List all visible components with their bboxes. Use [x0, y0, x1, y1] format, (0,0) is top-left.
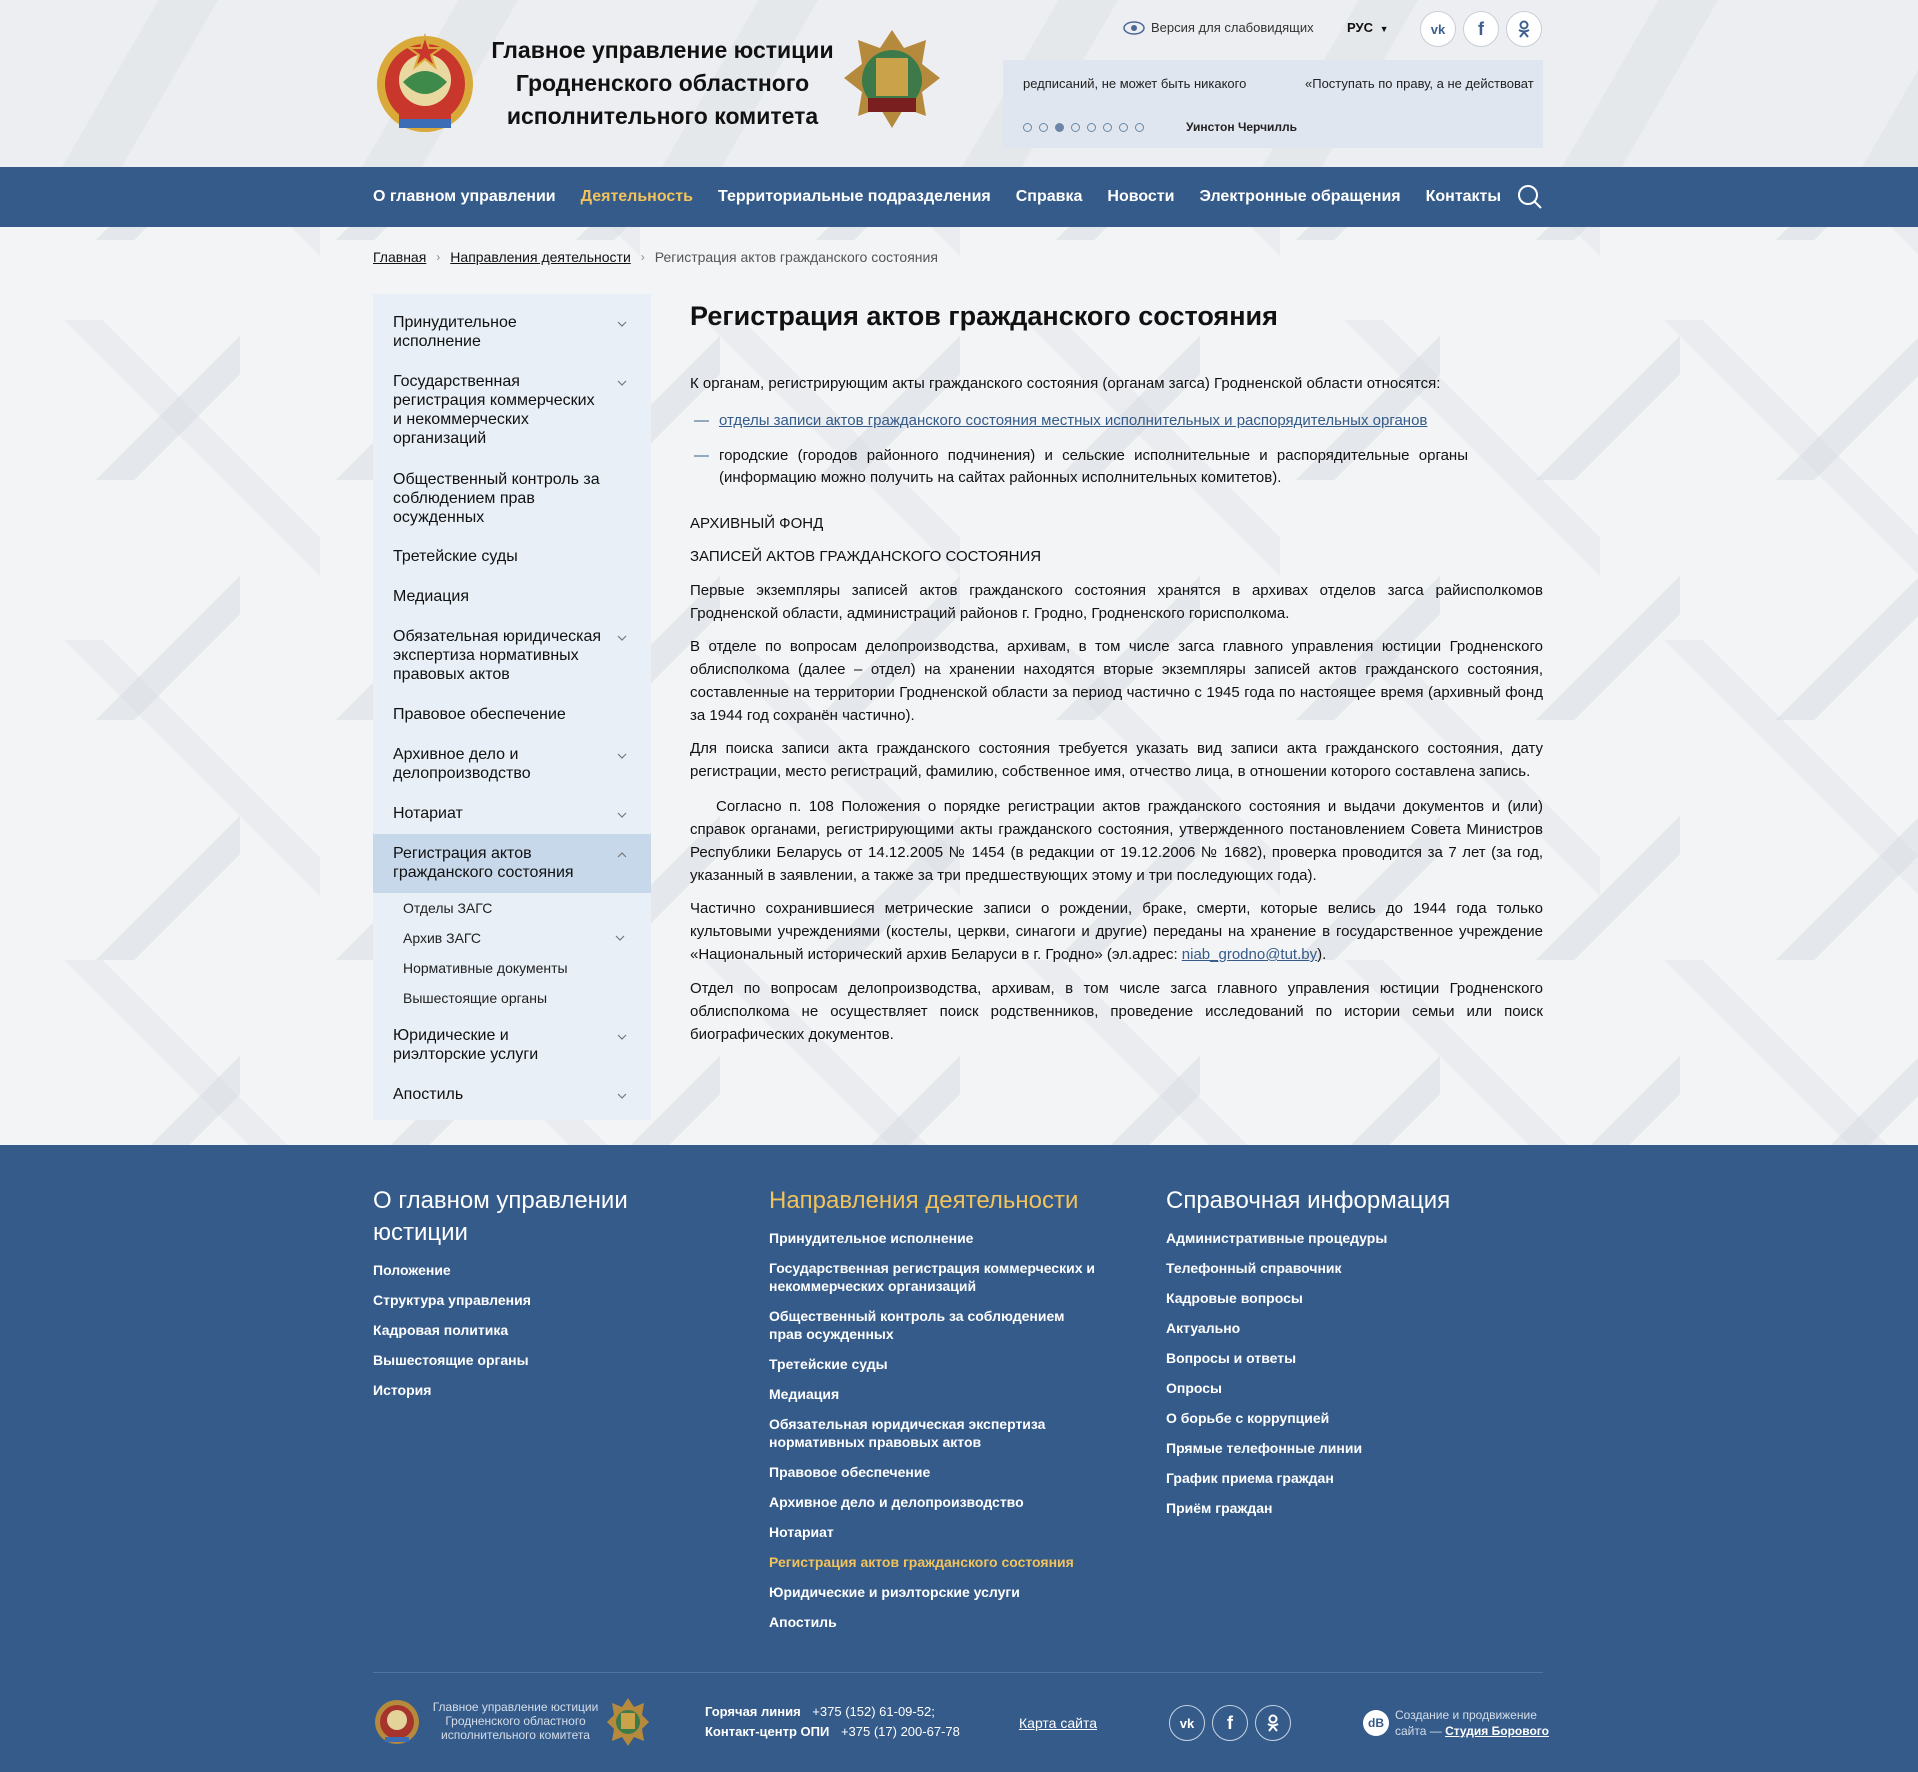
slider-dot[interactable] — [1039, 123, 1048, 132]
ok-button[interactable] — [1506, 11, 1542, 47]
site-title-line: Главное управление юстиции — [491, 37, 834, 63]
contact-center-label: Контакт-центр ОПИ — [705, 1724, 830, 1739]
footer-link[interactable]: Третейские суды — [769, 1356, 888, 1372]
slider-dot[interactable] — [1023, 123, 1032, 132]
breadcrumb-home[interactable]: Главная — [373, 249, 427, 265]
dash-icon: — — [694, 412, 709, 429]
paragraph-text: Частично сохранившиеся метрические записи о рождении, браке, смерти, которые велись до 1944 года только культовыми учреждениями (костелы, церкви, синагоги и другие) переданы на хранение в государственное учреждение «Национальный исторический архив Беларуси в г. Гродно» (эл.адрес: — [690, 900, 1543, 963]
page-title: Регистрация актов гражданского состояния — [690, 301, 1278, 331]
footer-col-title: Направления деятельности — [769, 1187, 1079, 1214]
sidebar-item-public-control[interactable] — [373, 470, 651, 527]
quote-text: «Поступать по праву, а не действоват — [1305, 76, 1534, 91]
sidebar-subitem-superior[interactable]: Вышестоящие органы — [403, 990, 548, 1006]
caret-down-icon: ▼ — [1379, 24, 1389, 34]
sidebar-item-mediation[interactable] — [373, 587, 651, 606]
sidebar-subitem-label: Архив ЗАГС — [403, 930, 481, 946]
footer-link[interactable]: Обязательная юридическая экспертиза нормативных правовых актов — [769, 1416, 1046, 1450]
list-item-text: городские (городов районного подчинения) и сельские исполнительные и распорядительные органы (информацию можно получить на сайтах районных исполнительных комитетов). — [719, 447, 1468, 486]
site-header — [0, 0, 1918, 167]
footer-link[interactable]: Правовое обеспечение — [769, 1464, 931, 1480]
footer-link[interactable]: Телефонный справочник — [1166, 1260, 1342, 1276]
ok-icon — [1517, 20, 1531, 38]
sidebar-item-legal-support[interactable] — [373, 705, 651, 724]
paragraph: Для поиска записи акта гражданского состояния требуется указать вид записи акта гражданского состояния, дату регистрации, место регистраций, фамилию, собственное имя, отчество лица, в отношении которого составлена запись. — [690, 740, 1543, 780]
sidebar-item-legal-realtor[interactable] — [373, 1026, 651, 1064]
paragraph-text: ). — [1317, 946, 1327, 963]
chevron-down-icon[interactable] — [617, 319, 627, 329]
paragraph — [690, 897, 1543, 966]
site-title-line: исполнительного комитета — [506, 103, 819, 129]
main-content — [690, 294, 1543, 1043]
chevron-down-icon[interactable] — [615, 933, 625, 943]
chevron-down-icon[interactable] — [617, 378, 627, 388]
dash-icon: — — [694, 447, 709, 464]
footer-link[interactable]: Архивное дело и делопроизводство — [769, 1494, 1024, 1510]
section-heading: ЗАПИСЕЙ АКТОВ ГРАЖДАНСКОГО СОСТОЯНИЯ — [690, 548, 1042, 565]
hotline-label: Горячая линия — [705, 1704, 801, 1719]
quote-text: редписаний, не может быть никакого — [1023, 76, 1247, 91]
footer-col-title-line: юстиции — [373, 1219, 468, 1246]
chevron-down-icon[interactable] — [617, 1032, 627, 1042]
email-link[interactable]: niab_grodno@tut.by — [1181, 946, 1318, 963]
sidebar-subitem-zags[interactable]: Отделы ЗАГС — [403, 900, 493, 916]
footer-org-line: Главное управление юстиции — [432, 1700, 599, 1714]
footer-link[interactable]: История — [373, 1382, 432, 1398]
slider-dot[interactable] — [1119, 123, 1128, 132]
facebook-icon: f — [1227, 1712, 1233, 1733]
low-vision-label: Версия для слабовидящих — [1151, 20, 1314, 35]
sidebar-item-label: Медиация — [393, 588, 469, 605]
footer-link[interactable]: Юридические и риэлторские услуги — [769, 1584, 1020, 1600]
sidebar-item-registration-org[interactable] — [373, 372, 651, 448]
chevron-down-icon[interactable] — [617, 751, 627, 761]
footer-link[interactable]: Вопросы и ответы — [1166, 1350, 1297, 1366]
footer-link[interactable]: Вышестоящие органы — [373, 1352, 529, 1368]
footer-link[interactable]: Принудительное исполнение — [769, 1230, 974, 1246]
breadcrumb-activity[interactable]: Направления деятельности — [450, 249, 631, 265]
language-label: РУС — [1347, 20, 1373, 35]
facebook-button[interactable] — [1463, 11, 1499, 47]
vk-icon: vk — [1430, 21, 1446, 37]
slider-dots — [1023, 123, 1144, 132]
quote-slider[interactable] — [1003, 60, 1543, 148]
coat-of-arms-icon[interactable] — [373, 1697, 421, 1747]
sidebar-item-civil-registry[interactable] — [373, 834, 651, 893]
footer-col-title — [373, 1185, 703, 1249]
footer-ok-button[interactable] — [1255, 1705, 1291, 1741]
sidebar-item-label: Государственная регистрация коммерческих и некоммерческих организаций — [393, 373, 595, 447]
paragraph: Отдел по вопросам делопроизводства, архивам, в том числе загса главного управления юстиции Гродненского облисполкома не осуществляет поиск родственников, проведение исследований по истории семьи или поиск биографических документов. — [690, 980, 1543, 1043]
site-footer — [0, 1145, 1918, 1772]
footer-link[interactable]: Нотариат — [769, 1524, 834, 1540]
sitemap-link[interactable]: Карта сайта — [1019, 1715, 1097, 1731]
slider-dot[interactable] — [1071, 123, 1080, 132]
chevron-right-icon: › — [640, 250, 645, 264]
studio-credit-line: Создание и продвижение — [1395, 1708, 1537, 1722]
paragraph: В отделе по вопросам делопроизводства, архивам, в том числе загса главного управления юстиции Гродненского облисполкома (далее – отдел) на хранении находятся вторые экземпляры записей актов гражданского состояния, составленные на территории Гродненской области за период частично с 1945 года по настоящее время (архивный фонд за 1944 год сохранён частично). — [690, 638, 1543, 724]
ok-icon — [1266, 1714, 1280, 1732]
search-icon[interactable] — [1517, 184, 1543, 210]
sidebar-item-label: Обязательная юридическая экспертиза нормативных правовых актов — [393, 628, 602, 683]
chevron-up-icon[interactable] — [617, 850, 627, 860]
footer-vk-button[interactable] — [1169, 1705, 1205, 1741]
footer-link[interactable]: Медиация — [769, 1386, 840, 1402]
sidebar-item-archive[interactable] — [373, 745, 651, 783]
studio-link[interactable]: Студия Борового — [1445, 1724, 1549, 1738]
quote-author: Уинстон Черчилль — [1186, 120, 1298, 134]
sidebar-subitem-zags-archive[interactable] — [403, 930, 643, 946]
sidebar-item-enforcement[interactable] — [373, 313, 651, 351]
footer-link[interactable]: Государственная регистрация коммерческих и некоммерческих организаций — [769, 1260, 1095, 1294]
studio-credit-text: сайта — — [1395, 1724, 1442, 1738]
sidebar-item-label: Нотариат — [393, 805, 463, 822]
footer-link[interactable]: Опросы — [1166, 1380, 1223, 1396]
slider-dot[interactable] — [1135, 123, 1144, 132]
footer-col-title-line: О главном управлении — [373, 1187, 628, 1214]
hotline-phone[interactable]: +375 (152) 61-09-52; — [812, 1704, 935, 1719]
nav-item-about[interactable]: О главном управлении — [373, 188, 556, 205]
breadcrumb — [373, 249, 938, 265]
slider-dot[interactable] — [1087, 123, 1096, 132]
hotline — [705, 1704, 935, 1719]
vk-button[interactable] — [1420, 11, 1456, 47]
slider-dot-active[interactable] — [1055, 123, 1064, 132]
breadcrumb-current: Регистрация актов гражданского состояния — [654, 249, 938, 265]
studio-logo-icon[interactable]: dB — [1363, 1710, 1389, 1736]
sidebar-item-legal-expertise[interactable] — [373, 627, 651, 684]
nav-item-contacts[interactable]: Контакты — [1425, 188, 1502, 205]
footer-divider — [373, 1672, 1543, 1673]
sidebar-item-label: Регистрация актов гражданского состояния — [393, 845, 574, 881]
footer-link[interactable]: Приём граждан — [1166, 1500, 1273, 1516]
sidebar-item-label: Апостиль — [393, 1086, 464, 1103]
slider-dot[interactable] — [1103, 123, 1112, 132]
studio-credit-line — [1395, 1723, 1549, 1739]
low-vision-link[interactable] — [1123, 20, 1314, 35]
section-heading: АРХИВНЫЙ ФОНД — [690, 515, 824, 532]
justice-badge-icon[interactable] — [606, 1697, 650, 1747]
chevron-down-icon[interactable] — [617, 1091, 627, 1101]
footer-org-name — [428, 1700, 603, 1742]
footer-link[interactable]: О борьбе с коррупцией — [1166, 1410, 1330, 1426]
sidebar-item-arbitration[interactable] — [373, 547, 651, 566]
sidebar-item-label: Юридические и риэлторские услуги — [393, 1027, 539, 1063]
footer-link[interactable]: График приема граждан — [1166, 1470, 1334, 1486]
nav-item-e-appeals[interactable]: Электронные обращения — [1199, 188, 1401, 205]
footer-link-active[interactable]: Регистрация актов гражданского состояния — [769, 1554, 1074, 1570]
nav-item-news[interactable]: Новости — [1107, 188, 1175, 205]
footer-col-activity — [769, 1185, 1099, 1643]
chevron-right-icon: › — [436, 250, 441, 264]
site-title-line: Гродненского областного — [515, 70, 810, 96]
footer-org-line: Гродненского областного — [445, 1714, 586, 1728]
sidebar-menu — [373, 294, 651, 1120]
footer-link[interactable]: Общественный контроль за соблюдением прав осужденных — [769, 1308, 1065, 1342]
zags-departments-link[interactable]: отделы записи актов гражданского состояния местных исполнительных и распорядительных органов — [719, 412, 1428, 429]
chevron-down-icon[interactable] — [617, 810, 627, 820]
intro-text: К органам, регистрирующим акты гражданского состояния (органам загса) Гродненской области относятся: — [690, 375, 1441, 392]
footer-col-about — [373, 1185, 703, 1411]
sidebar-item-label: Общественный контроль за соблюдением прав осужденных — [393, 471, 600, 526]
contact-center-phone[interactable]: +375 (17) 200-67-78 — [840, 1724, 960, 1739]
nav-item-territorial[interactable]: Территориальные подразделения — [717, 188, 991, 205]
coat-of-arms-icon[interactable] — [373, 30, 477, 138]
nav-item-reference[interactable]: Справка — [1015, 188, 1083, 205]
sidebar-item-notary[interactable] — [373, 804, 651, 823]
language-select[interactable] — [1347, 20, 1389, 35]
studio-credit — [1395, 1707, 1549, 1739]
footer-link[interactable]: Прямые телефонные линии — [1166, 1440, 1363, 1456]
paragraph: Первые экземпляры записей актов гражданского состояния хранятся в архивах отделов загса райисполкомов Гродненской области, администраций районов г. Гродно, Гродненского горисполкома. — [690, 582, 1543, 622]
chevron-down-icon[interactable] — [617, 633, 627, 643]
footer-facebook-button[interactable] — [1212, 1705, 1248, 1741]
footer-link[interactable]: Кадровая политика — [373, 1322, 509, 1338]
paragraph: Согласно п. 108 Положения о порядке регистрации актов гражданского состояния и выдачи документов и (или) справок органами, регистрирующими акты гражданского состояния, утвержденного постановлением Совета Министров Республики Беларусь от 14.12.2005 № 1454 (в редакции от 19.12.2006 № 1682), проверка проводится за 7 лет (за год, указанный в заявлении, а также за три предшествующих этому и три последующих года). — [690, 798, 1543, 884]
main-nav — [0, 167, 1918, 227]
sidebar-subitem-normative[interactable]: Нормативные документы — [403, 960, 568, 976]
sidebar-item-label: Архивное дело и делопроизводство — [393, 746, 531, 782]
sidebar-item-label: Правовое обеспечение — [393, 706, 566, 723]
footer-org-line: исполнительного комитета — [441, 1728, 590, 1742]
footer-link[interactable]: Актуально — [1166, 1320, 1241, 1336]
vk-icon: vk — [1179, 1715, 1195, 1731]
contact-center — [705, 1724, 960, 1739]
sidebar-item-apostille[interactable] — [373, 1085, 651, 1104]
justice-badge-icon[interactable] — [842, 28, 942, 140]
footer-col-title: Справочная информация — [1166, 1187, 1451, 1214]
footer-link[interactable]: Положение — [373, 1262, 451, 1278]
facebook-icon: f — [1478, 18, 1484, 39]
footer-col-reference — [1166, 1185, 1536, 1529]
footer-link[interactable]: Административные процедуры — [1166, 1230, 1388, 1246]
nav-item-activity[interactable]: Деятельность — [580, 188, 693, 205]
footer-link[interactable]: Кадровые вопросы — [1166, 1290, 1303, 1306]
footer-link[interactable]: Апостиль — [769, 1614, 837, 1630]
site-title[interactable] — [490, 34, 835, 133]
sidebar-item-label: Третейские суды — [393, 548, 518, 565]
footer-link[interactable]: Структура управления — [373, 1292, 531, 1308]
sidebar-item-label: Принудительное исполнение — [393, 314, 517, 350]
eye-icon — [1123, 21, 1145, 35]
